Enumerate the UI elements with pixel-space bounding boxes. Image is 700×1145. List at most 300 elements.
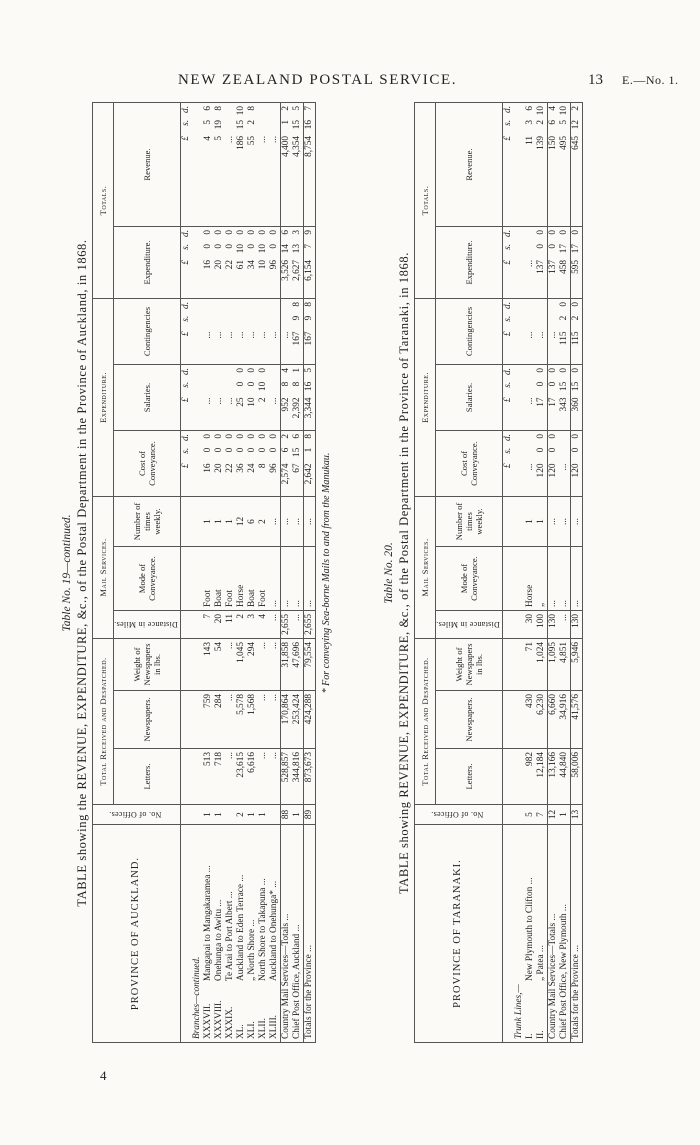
times-cell: 1: [214, 497, 225, 547]
money-value: 2,392 8 1: [291, 368, 302, 419]
money-value: 139 2 10: [535, 105, 546, 150]
money-value: 167 9 8: [303, 301, 314, 346]
money-value: 595 17 0: [570, 229, 581, 274]
offices-cell: 1: [203, 805, 214, 825]
exp-cell: [570, 226, 582, 298]
table-number: Table No. 19—continued.: [61, 514, 73, 632]
money-value: ...: [524, 259, 535, 267]
distance-cell: 2,655: [303, 611, 315, 639]
row-name: „ Patea: [535, 954, 546, 981]
distance-heading: Distance in Miles.: [436, 611, 503, 639]
money-value: ...: [213, 397, 224, 405]
page-number-top: 13: [588, 72, 603, 88]
money-value: ...: [202, 397, 213, 405]
weight-cell: 1,045: [236, 639, 247, 691]
exp-cell: [547, 226, 559, 298]
letters-cell: ...: [269, 749, 281, 805]
cost-heading: Cost of Conveyance.: [436, 431, 503, 497]
cost-cell: [225, 431, 236, 497]
salaries-cell: [280, 365, 292, 431]
weight-cell: 71: [525, 639, 536, 691]
leader-dots: ...: [235, 874, 246, 884]
money-value: 167 9 8: [291, 301, 302, 346]
row-name: Totals for the Province: [303, 954, 314, 1039]
row-numeral: XXXVII.: [202, 1003, 213, 1039]
table-row: [258, 102, 269, 1042]
offices-heading: No. of Offices.: [415, 805, 503, 825]
weight-cell: 143: [203, 639, 214, 691]
money-value: ...: [535, 331, 546, 339]
distance-cell: 7: [203, 611, 214, 639]
row-label: [214, 825, 225, 1043]
row-numeral: XLIII.: [268, 1014, 279, 1039]
letters-cell: ...: [225, 749, 236, 805]
row-label: [280, 825, 292, 1043]
leader-dots: ...: [202, 865, 213, 875]
distance-cell: 3: [247, 611, 258, 639]
table-row: [225, 102, 236, 1042]
row-numeral: II.: [535, 1030, 546, 1039]
money-value: 25 0 0: [235, 368, 246, 407]
money-value: 343 15 0: [558, 368, 569, 412]
money-value: 96 0 0: [268, 434, 279, 473]
money-value: 36 0 0: [235, 434, 246, 473]
row-label: [225, 825, 236, 1043]
newspapers-cell: 759: [203, 691, 214, 749]
row-name: Chief Post Office, Auckland: [291, 933, 302, 1039]
row-name: Onehunga to Awitu: [213, 909, 224, 981]
times-cell: ...: [303, 497, 315, 547]
exp-cell: [247, 226, 258, 298]
table-row: [247, 102, 258, 1042]
weight-cell: 5,946: [570, 639, 582, 691]
exp-cell: [280, 226, 292, 298]
mode-cell: Horse: [236, 547, 247, 611]
salaries-cell: [525, 365, 536, 431]
rev-cell: [258, 102, 269, 226]
leader-dots: ...: [268, 880, 279, 891]
money-value: ...: [524, 397, 535, 405]
unit-cell: £ s. d.: [180, 365, 192, 431]
exp-cell: [536, 226, 548, 298]
letters-heading: Letters.: [114, 749, 181, 805]
contingencies-heading: Contingencies: [436, 298, 503, 364]
money-value: 137 0 0: [547, 229, 558, 274]
row-name: Totals for the Province: [570, 954, 581, 1039]
distance-cell: ...: [292, 611, 304, 639]
money-value: 22 0 0: [224, 434, 235, 473]
weight-cell: 31,858: [280, 639, 292, 691]
row-label: [303, 825, 315, 1043]
row-label: [203, 825, 214, 1043]
weight-cell: 294: [247, 639, 258, 691]
table-caption: TABLE showing REVENUE, EXPENDITURE, &c., of the Postal Department in the Province of Taranaki, in 1868.: [397, 252, 411, 894]
rev-cell: [214, 102, 225, 226]
weight-heading: Weight of Newspapers in lbs.: [436, 639, 503, 691]
table-row: [214, 102, 225, 1042]
letters-cell: 23,615: [236, 749, 247, 805]
newspapers-cell: 41,576: [570, 691, 582, 749]
weight-cell: 4,851: [559, 639, 571, 691]
cont-cell: [247, 298, 258, 364]
row-label: [525, 825, 536, 1043]
exp-cell: [292, 226, 304, 298]
weight-heading: Weight of Newspapers in lbs.: [114, 639, 181, 691]
money-value: 16 0 0: [202, 434, 213, 473]
money-value: 34 0 0: [246, 229, 257, 270]
money-value: ...: [524, 463, 535, 471]
table-caption: TABLE showing the REVENUE, EXPENDITURE, &c., of the Postal Department in the Province of Auckland, in 1868.: [75, 239, 89, 907]
mode-cell: Horse: [525, 547, 536, 611]
offices-cell: 2: [236, 805, 247, 825]
offices-cell: 5: [525, 805, 536, 825]
money-value: ...: [224, 397, 235, 405]
cost-cell: [214, 431, 225, 497]
exp-cell: [203, 226, 214, 298]
offices-cell: [225, 805, 236, 825]
money-value: 2 10 0: [257, 368, 268, 403]
money-value: 186 15 10: [235, 105, 246, 150]
times-cell: 2: [258, 497, 269, 547]
money-value: 96 0 0: [268, 229, 279, 270]
province-heading: PROVINCE OF TARANAKI.: [415, 825, 503, 1043]
money-value: 645 12 2: [570, 105, 581, 150]
cost-cell: [292, 431, 304, 497]
salaries-heading: Salaries.: [436, 365, 503, 431]
row-name: Country Mail Services—Totals: [547, 922, 558, 1039]
table-row: [536, 102, 548, 1042]
row-label: [236, 825, 247, 1043]
section-title: Trunk Lines,—: [514, 825, 525, 1043]
times-cell: 1: [536, 497, 548, 547]
money-value: 4,354 15 5: [291, 105, 302, 157]
cont-cell: [292, 298, 304, 364]
letters-cell: 12,184: [536, 749, 548, 805]
section-row: [192, 102, 203, 1042]
rev-cell: [280, 102, 292, 226]
money-value: 458 17 0: [558, 229, 569, 274]
row-numeral: XXXIX.: [224, 1006, 235, 1039]
offices-cell: 12: [547, 805, 559, 825]
total-row: [570, 102, 582, 1042]
leader-dots: ...: [213, 899, 224, 910]
times-cell: 1: [225, 497, 236, 547]
row-name: Chief Post Office, New Plymouth: [558, 913, 569, 1039]
rev-cell: [269, 102, 281, 226]
unit-cell: £ s. d.: [502, 365, 514, 431]
row-label: [292, 825, 304, 1043]
unit-cell: £ s. d.: [180, 226, 192, 298]
mode-cell: ...: [547, 547, 559, 611]
money-value: ...: [202, 331, 213, 339]
row-label: [570, 825, 582, 1043]
row-label: [269, 825, 281, 1043]
money-value: ...: [268, 331, 279, 339]
section-row: [514, 102, 525, 1042]
row-label: [547, 825, 559, 1043]
distance-cell: 130: [570, 611, 582, 639]
contingencies-heading: Contingencies: [114, 298, 181, 364]
newspapers-cell: 5,578: [236, 691, 247, 749]
money-value: ...: [547, 331, 558, 339]
letters-heading: Letters.: [436, 749, 503, 805]
money-value: 6,154 7 9: [303, 229, 314, 281]
money-value: 24 0 0: [246, 434, 257, 473]
letters-cell: 344,816: [292, 749, 304, 805]
money-value: 10 10 0: [257, 229, 268, 270]
subtotal-row: [559, 102, 571, 1042]
money-value: 120 0 0: [535, 434, 546, 478]
exp-cell: [559, 226, 571, 298]
rev-cell: [303, 102, 315, 226]
money-value: ...: [246, 331, 257, 339]
offices-cell: 13: [570, 805, 582, 825]
money-value: 360 15 0: [570, 368, 581, 412]
distance-cell: 11: [225, 611, 236, 639]
section-title: Branches—continued.: [192, 825, 203, 1043]
table-row: [203, 102, 214, 1042]
province-heading: PROVINCE OF AUCKLAND.: [93, 825, 181, 1043]
mode-heading: Mode of Conveyance.: [436, 547, 503, 611]
mode-cell: „: [536, 547, 548, 611]
totals-group-heading: Totals.: [415, 102, 436, 298]
cost-cell: [258, 431, 269, 497]
money-value: 55 2 8: [246, 105, 257, 146]
times-cell: ...: [570, 497, 582, 547]
salaries-cell: [269, 365, 281, 431]
money-value: 20 0 0: [213, 229, 224, 270]
newspapers-heading: Newspapers.: [436, 691, 503, 749]
row-name: Auckland to Eden Terrace: [235, 883, 246, 981]
rev-cell: [547, 102, 559, 226]
cont-cell: [214, 298, 225, 364]
money-value: ...: [235, 331, 246, 339]
exp-cell: [225, 226, 236, 298]
mode-cell: Boat: [247, 547, 258, 611]
exp-cell: [236, 226, 247, 298]
offices-cell: 7: [536, 805, 548, 825]
page-header: [0, 72, 700, 92]
letters-cell: 528,857: [280, 749, 292, 805]
cont-cell: [203, 298, 214, 364]
mode-cell: ...: [559, 547, 571, 611]
row-numeral: XXXVIII.: [213, 1000, 224, 1039]
distance-heading: Distance in Miles.: [114, 611, 181, 639]
weight-cell: 47,696: [292, 639, 304, 691]
money-value: 22 0 0: [224, 229, 235, 270]
letters-cell: 6,616: [247, 749, 258, 805]
money-value: 115 2 0: [558, 301, 569, 346]
total-row: [303, 102, 315, 1042]
leader-dots: ...: [535, 945, 546, 955]
money-value: 2,574 6 2: [280, 434, 291, 485]
table-row: [269, 102, 281, 1042]
mode-cell: Foot: [258, 547, 269, 611]
times-cell: ...: [292, 497, 304, 547]
row-name: New Plymouth to Clifton: [524, 886, 535, 981]
row-numeral: XL.: [235, 1024, 246, 1039]
rev-cell: [247, 102, 258, 226]
mode-cell: ...: [303, 547, 315, 611]
newspapers-cell: 6,660: [547, 691, 559, 749]
salaries-cell: [559, 365, 571, 431]
row-label: [559, 825, 571, 1043]
page-number-bottom: 4: [100, 1068, 107, 1083]
leader-dots: ...: [224, 891, 235, 901]
running-title: NEW ZEALAND POSTAL SERVICE.: [178, 72, 458, 88]
unit-cell: £ s. d.: [502, 298, 514, 364]
money-value: ...: [280, 331, 291, 339]
letters-cell: 44,840: [559, 749, 571, 805]
document-reference: E.—No. 1.: [622, 73, 679, 87]
money-value: ...: [224, 135, 235, 143]
cont-cell: [280, 298, 292, 364]
salaries-heading: Salaries.: [114, 365, 181, 431]
salaries-cell: [247, 365, 258, 431]
revenue-heading: Revenue.: [114, 102, 181, 226]
salaries-cell: [225, 365, 236, 431]
newspapers-cell: ...: [269, 691, 281, 749]
cont-cell: [269, 298, 281, 364]
cost-cell: [236, 431, 247, 497]
times-cell: ...: [547, 497, 559, 547]
mail-group-heading: Mail Services.: [415, 497, 436, 639]
rev-cell: [559, 102, 571, 226]
expenditure-heading: Expenditure.: [436, 226, 503, 298]
money-value: 4,400 1 2: [280, 105, 291, 157]
cont-cell: [236, 298, 247, 364]
rev-cell: [292, 102, 304, 226]
money-value: 3,526 14 6: [280, 229, 291, 281]
subtotal-row: [547, 102, 559, 1042]
exp-cell: [525, 226, 536, 298]
mode-cell: ...: [280, 547, 292, 611]
taranaki-table-body: [502, 102, 582, 1042]
money-value: ...: [257, 331, 268, 339]
offices-cell: 89: [303, 805, 315, 825]
table-row: [525, 102, 536, 1042]
offices-cell: 1: [292, 805, 304, 825]
money-value: 17 0 0: [535, 368, 546, 407]
distance-cell: 20: [214, 611, 225, 639]
rev-cell: [203, 102, 214, 226]
table-20-block: [382, 103, 692, 1043]
distance-cell: 100: [536, 611, 548, 639]
unit-cell: £ s. d.: [180, 102, 192, 226]
newspapers-cell: 6,230: [536, 691, 548, 749]
row-name: North Shore to Takapuna: [257, 887, 268, 981]
mode-cell: Foot: [203, 547, 214, 611]
money-value: 67 15 6: [291, 434, 302, 473]
cost-cell: [536, 431, 548, 497]
leader-dots: ...: [558, 904, 569, 914]
salaries-cell: [292, 365, 304, 431]
salaries-cell: [570, 365, 582, 431]
row-label: [536, 825, 548, 1043]
times-cell: 12: [236, 497, 247, 547]
cost-cell: [247, 431, 258, 497]
cont-cell: [225, 298, 236, 364]
letters-cell: 718: [214, 749, 225, 805]
money-value: 16 0 0: [202, 229, 213, 270]
money-value: ...: [524, 331, 535, 339]
offices-cell: 1: [559, 805, 571, 825]
salaries-cell: [303, 365, 315, 431]
revenue-heading: Revenue.: [436, 102, 503, 226]
letters-cell: 982: [525, 749, 536, 805]
row-numeral: XLI.: [246, 1021, 257, 1039]
exp-cell: [258, 226, 269, 298]
cont-cell: [536, 298, 548, 364]
money-value: 137 0 0: [535, 229, 546, 274]
offices-cell: [269, 805, 281, 825]
mode-cell: Boat: [214, 547, 225, 611]
salaries-cell: [536, 365, 548, 431]
exp-cell: [303, 226, 315, 298]
cost-cell: [525, 431, 536, 497]
mode-heading: Mode of Conveyance.: [114, 547, 181, 611]
distance-cell: 2,655: [280, 611, 292, 639]
mode-cell: ...: [269, 547, 281, 611]
subtotal-row: [280, 102, 292, 1042]
letters-cell: 513: [203, 749, 214, 805]
offices-cell: 1: [258, 805, 269, 825]
distance-cell: 130: [547, 611, 559, 639]
mode-cell: ...: [292, 547, 304, 611]
weight-cell: 1,024: [536, 639, 548, 691]
exp-cell: [214, 226, 225, 298]
cost-cell: [570, 431, 582, 497]
table-row: [236, 102, 247, 1042]
totals-group-heading: Totals.: [93, 102, 114, 298]
rev-cell: [570, 102, 582, 226]
mail-group-heading: Mail Services.: [93, 497, 114, 639]
unit-cell: £ s. d.: [180, 431, 192, 497]
distance-cell: 4: [258, 611, 269, 639]
expenditure-group-heading: Expenditure.: [415, 298, 436, 496]
times-cell: ...: [559, 497, 571, 547]
letters-cell: 58,006: [570, 749, 582, 805]
row-name: Mangapai to Mangakaramea: [202, 874, 213, 981]
row-numeral: XLII.: [257, 1018, 268, 1039]
money-value: 120 0 0: [547, 434, 558, 478]
cont-cell: [525, 298, 536, 364]
unit-cell: £ s. d.: [502, 431, 514, 497]
weight-cell: ...: [225, 639, 236, 691]
unit-cell: £ s. d.: [180, 298, 192, 364]
row-label: [258, 825, 269, 1043]
salaries-cell: [236, 365, 247, 431]
times-cell: 1: [525, 497, 536, 547]
leader-dots: ...: [547, 913, 558, 923]
leader-dots: ...: [246, 919, 257, 929]
money-value: 17 0 0: [547, 368, 558, 407]
money-value: 2,642 1 8: [303, 434, 314, 485]
row-name: „ North Shore: [246, 928, 257, 981]
cost-cell: [269, 431, 281, 497]
distance-cell: ...: [269, 611, 281, 639]
newspapers-cell: 253,424: [292, 691, 304, 749]
leader-dots: ...: [280, 913, 291, 923]
cost-cell: [280, 431, 292, 497]
unit-cell: £ s. d.: [502, 102, 514, 226]
times-heading: Number of times weekly.: [436, 497, 503, 547]
money-value: 11 3 6: [524, 105, 535, 145]
leader-dots: ...: [291, 924, 302, 934]
leader-dots: ...: [257, 878, 268, 888]
row-numeral: I.: [524, 1033, 535, 1039]
money-value: 150 6 4: [547, 105, 558, 150]
